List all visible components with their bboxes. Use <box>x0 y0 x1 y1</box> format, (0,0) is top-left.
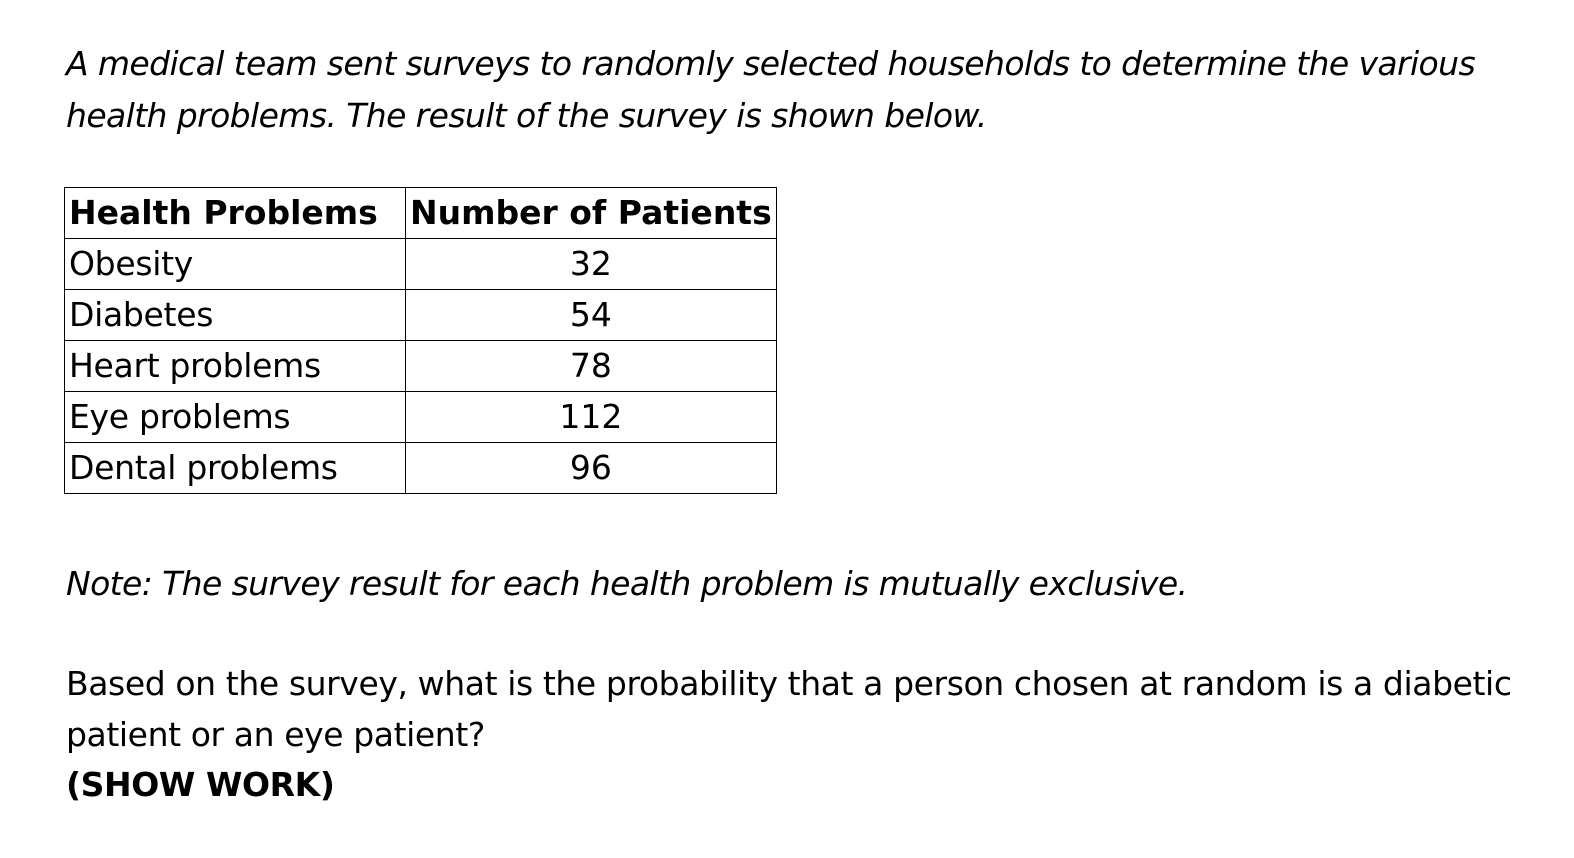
intro-paragraph: A medical team sent surveys to randomly selected households to determine the various health problems. The result of the survey is shown below. <box>66 44 1476 135</box>
row-problem: Heart problems <box>65 341 406 392</box>
table-row <box>65 290 777 341</box>
show-work-instruction: (SHOW WORK) <box>66 765 335 804</box>
header-health-problems: Health Problems <box>65 188 406 239</box>
table-header-row <box>65 188 777 239</box>
survey-table <box>64 187 777 494</box>
row-patients: 112 <box>406 392 777 443</box>
row-problem: Eye problems <box>65 392 406 443</box>
row-problem: Diabetes <box>65 290 406 341</box>
header-number-of-patients: Number of Patients <box>406 188 777 239</box>
row-patients: 78 <box>406 341 777 392</box>
table-row <box>65 239 777 290</box>
table-row <box>65 341 777 392</box>
row-patients: 96 <box>406 443 777 494</box>
row-problem: Dental problems <box>65 443 406 494</box>
row-patients: 32 <box>406 239 777 290</box>
note-text: Note: The survey result for each health problem is mutually exclusive. <box>66 564 1188 603</box>
table-row <box>65 392 777 443</box>
table-row <box>65 443 777 494</box>
row-problem: Obesity <box>65 239 406 290</box>
row-patients: 54 <box>406 290 777 341</box>
question-text: Based on the survey, what is the probability that a person chosen at random is a diabetic patient or an eye patient? <box>66 664 1512 754</box>
